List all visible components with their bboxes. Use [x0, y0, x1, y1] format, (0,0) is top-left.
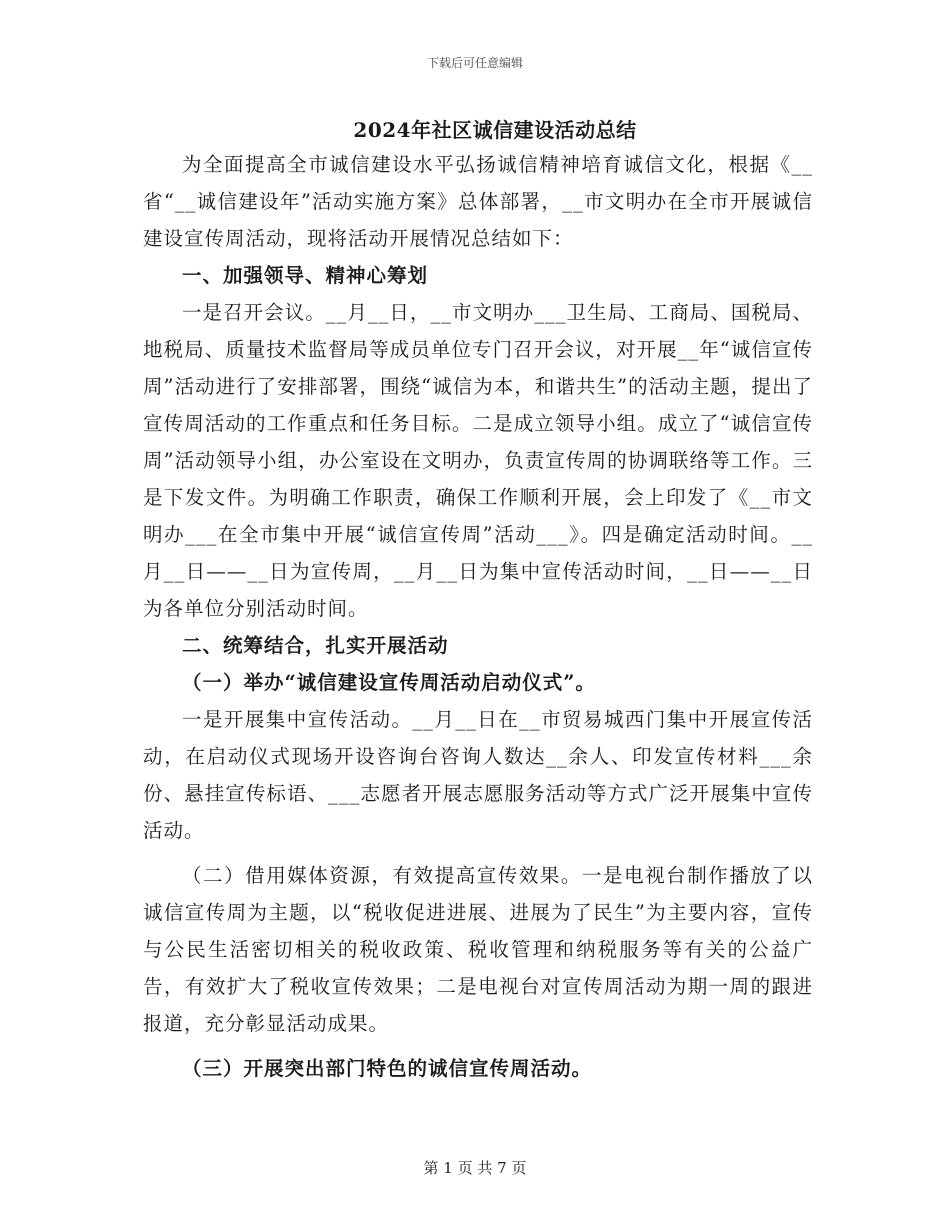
document-title: 2024年社区诚信建设活动总结 — [353, 118, 637, 142]
section-heading-1: 一、加强领导、精神心筹划 — [182, 264, 429, 287]
subsection-1-paragraph: 一是开展集中宣传活动。__月__日在__市贸易城西门集中开展宣传活动，在启动仪式现场开设咨询台咨询人数达__余人、印发宣传材料___余份、悬挂宣传标语、___志愿者开展志愿服务活动等方式广泛开展集中宣传活动。 — [143, 708, 813, 842]
document-body — [143, 146, 813, 1087]
header-note: 下载后可任意编辑 — [426, 56, 523, 70]
section-1-paragraph: 一是召开会议。__月__日，__市文明办___卫生局、工商局、国税局、地税局、质量技术监督局等成员单位专门召开会议，对开展__年“诚信宣传周”活动进行了安排部署，围绕“诚信为本，和谐共生”的活动主题，提出了宣传周活动的工作重点和任务目标。二是成立领导小组。成立了“诚信宣传周”活动领导小组，办公室设在文明办，负责宣传周的协调联络等工作。三是下发文件。为明确工作职责，确保工作顺利开展，会上印发了《__市文明办___在全市集中开展“诚信宣传周”活动___》。四是确定活动时间。__月__日——__日为宣传周，__月__日为集中宣传活动时间，__日——__日为各单位分别活动时间。 — [143, 301, 813, 620]
section-heading-2: 二、统筹结合，扎实开展活动 — [182, 634, 449, 657]
subsection-2-paragraph: （二）借用媒体资源，有效提高宣传效果。一是电视台制作播放了以诚信宣传周为主题，以“税收促进进展、进展为了民生”为主要内容，宣传与公民生活密切相关的税收政策、税收管理和纳税服务等有关的公益广告，有效扩大了税收宣传效果；二是电视台对宣传周活动为期一周的跟进报道，充分彰显活动成果。 — [143, 864, 813, 1035]
subsection-heading-3: （三）开展突出部门特色的诚信宣传周活动。 — [182, 1057, 593, 1080]
intro-paragraph: 为全面提高全市诚信建设水平弘扬诚信精神培育诚信文化，根据《__省“__诚信建设年”活动实施方案》总体部署，__市文明办在全市开展诚信建设宣传周活动，现将活动开展情况总结如下： — [143, 153, 813, 250]
page-number-footer: 第 1 页 共 7 页 — [423, 1159, 527, 1177]
subsection-heading-1: （一）举办“诚信建设宣传周活动启动仪式”。 — [182, 671, 596, 694]
